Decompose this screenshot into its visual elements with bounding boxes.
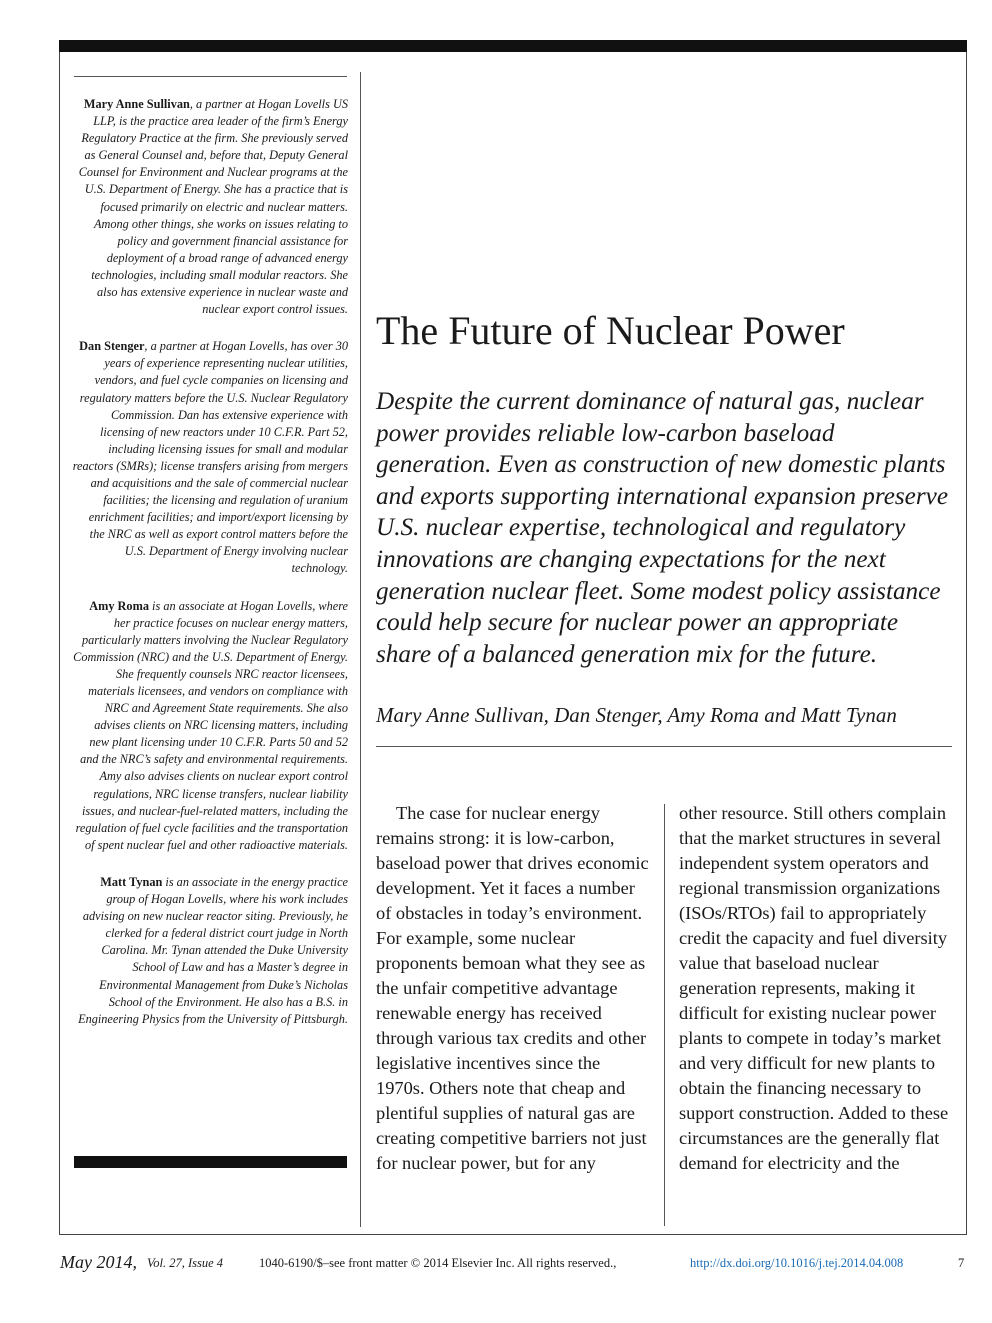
- footer-date: May 2014,: [60, 1252, 137, 1272]
- sidebar-top-rule: [74, 76, 347, 77]
- sidebar-divider: [360, 72, 361, 1227]
- footer-copyright: 1040-6190/$–see front matter © 2014 Elsevier Inc. All rights reserved.,: [259, 1256, 617, 1270]
- body-column-1: The case for nuclear energy remains strong: it is low-carbon, baseload power that drives economic development. Yet it faces a number of obstacles in today’s environment. For example, some nuclear proponents bemoan what they see as the unfair competitive advantage renewable energy has received through various tax credits and other legislative incentives since the 1970s. Others note that cheap and plentiful supplies of natural gas are creating competitive barriers not just for nuclear power, but for any: [376, 803, 649, 1173]
- footer-volume: Vol. 27, Issue 4: [147, 1256, 224, 1270]
- frame-bottom-border: [59, 1234, 967, 1235]
- bio-roma: [72, 598, 348, 854]
- frame-right-border: [966, 52, 967, 1235]
- article-abstract: Despite the current dominance of natural gas, nuclear power provides reliable low-carbon baseload generation. Even as construction of new domestic plants and exports supporting international expansion preserve U.S. nuclear expertise, technological and regulatory innovations are changing expectations for the next generation nuclear fleet. Some modest policy assistance could help secure for nuclear power an appropriate share of a balanced generation mix for the future.: [376, 388, 949, 668]
- article-authors: Mary Anne Sullivan, Dan Stenger, Amy Roma and Matt Tynan: [376, 703, 897, 727]
- bio-text: is an associate at Hogan Lovells, where her practice focuses on nuclear energy matters, particularly matters involving the Nuclear Regulatory Commission (NRC) and the U.S. Department of Energy. She frequently counsels NRC reactor licensees, materials licensees, and vendors on compliance with NRC and Agreement State requirements. She also advises clients on NRC licensing matters, including new plant licensing under 10 C.F.R. Parts 50 and 52 and the NRC’s safety and environmental requirements. Amy also advises clients on nuclear export control regulations, NRC license transfers, nuclear liability issues, and nuclear-fuel-related matters, including the regulation of fuel cycle facilities and the transportation of spent nuclear fuel and other radioactive materials.: [73, 598, 348, 852]
- bio-name: Dan Stenger: [79, 339, 145, 354]
- bio-sullivan: [72, 96, 348, 318]
- bio-tynan: [72, 874, 348, 1028]
- bio-name: Mary Anne Sullivan: [83, 97, 190, 111]
- page-footer: [60, 1252, 970, 1276]
- footer-page-number: 7: [958, 1256, 965, 1270]
- body-column-2: other resource. Still others complain that the market structures in several independent system operators and regional transmission organizations (ISOs/RTOs) fail to appropriately credit the capacity and fuel diversity value that baseload nuclear generation represents, making it difficult for existing nuclear power plants to compete in today’s market and very difficult for new plants to obtain the financing necessary to support construction. Added to these circumstances are the generally flat demand for electricity and the: [679, 803, 949, 1173]
- authors-rule: [376, 746, 952, 747]
- sidebar-bottom-bar: [74, 1156, 347, 1168]
- top-black-bar: [59, 40, 967, 52]
- article-title: The Future of Nuclear Power: [376, 308, 845, 353]
- bio-stenger: [72, 338, 348, 577]
- bio-name: Matt Tynan: [100, 874, 163, 889]
- bio-name: Amy Roma: [89, 598, 149, 613]
- bio-text: , a partner at Hogan Lovells, has over 30 years of experience representing nuclear utilities, vendors, and fuel cycle companies on licensing and regulatory matters before the U.S. Nuclear Regulatory Commission. Dan has extensive experience with licensing of new reactors under 10 C.F.R. Part 52, including licensing issues for small and modular reactors (SMRs); license transfers arising from mergers and acquisitions and the sale of commercial nuclear facilities; the licensing and regulation of uranium enrichment facilities; and import/export licensing by the NRC as well as export control matters before the U.S. Department of Energy involving nuclear technology.: [72, 339, 348, 576]
- bio-text: , a partner at Hogan Lovells US LLP, is the practice area leader of the firm’s Energy Regulatory Practice at the firm. She previously served as General Counsel and, before that, Deputy General Counsel for Environment and Nuclear programs at the U.S. Department of Energy. She has a practice that is focused primarily on electric and nuclear matters. Among other things, she works on issues relating to policy and government financial assistance for deployment of a broad range of advanced energy technologies, including small modular reactors. She also has extensive experience in nuclear waste and nuclear export control issues.: [78, 97, 348, 317]
- footer-doi-link[interactable]: http://dx.doi.org/10.1016/j.tej.2014.04.008: [690, 1256, 904, 1270]
- column-divider: [664, 804, 665, 1226]
- author-bios-sidebar: [72, 96, 348, 1048]
- bio-text: is an associate in the energy practice group of Hogan Lovells, where his work includes advising on new nuclear reactor siting. Previously, he clerked for a federal district court judge in North Carolina. Mr. Tynan attended the Duke University School of Law and has a Master’s degree in Environmental Management from Duke’s Nicholas School of the Environment. He also has a B.S. in Engineering Physics from the University of Pittsburgh.: [78, 874, 348, 1026]
- frame-left-border: [59, 52, 60, 1235]
